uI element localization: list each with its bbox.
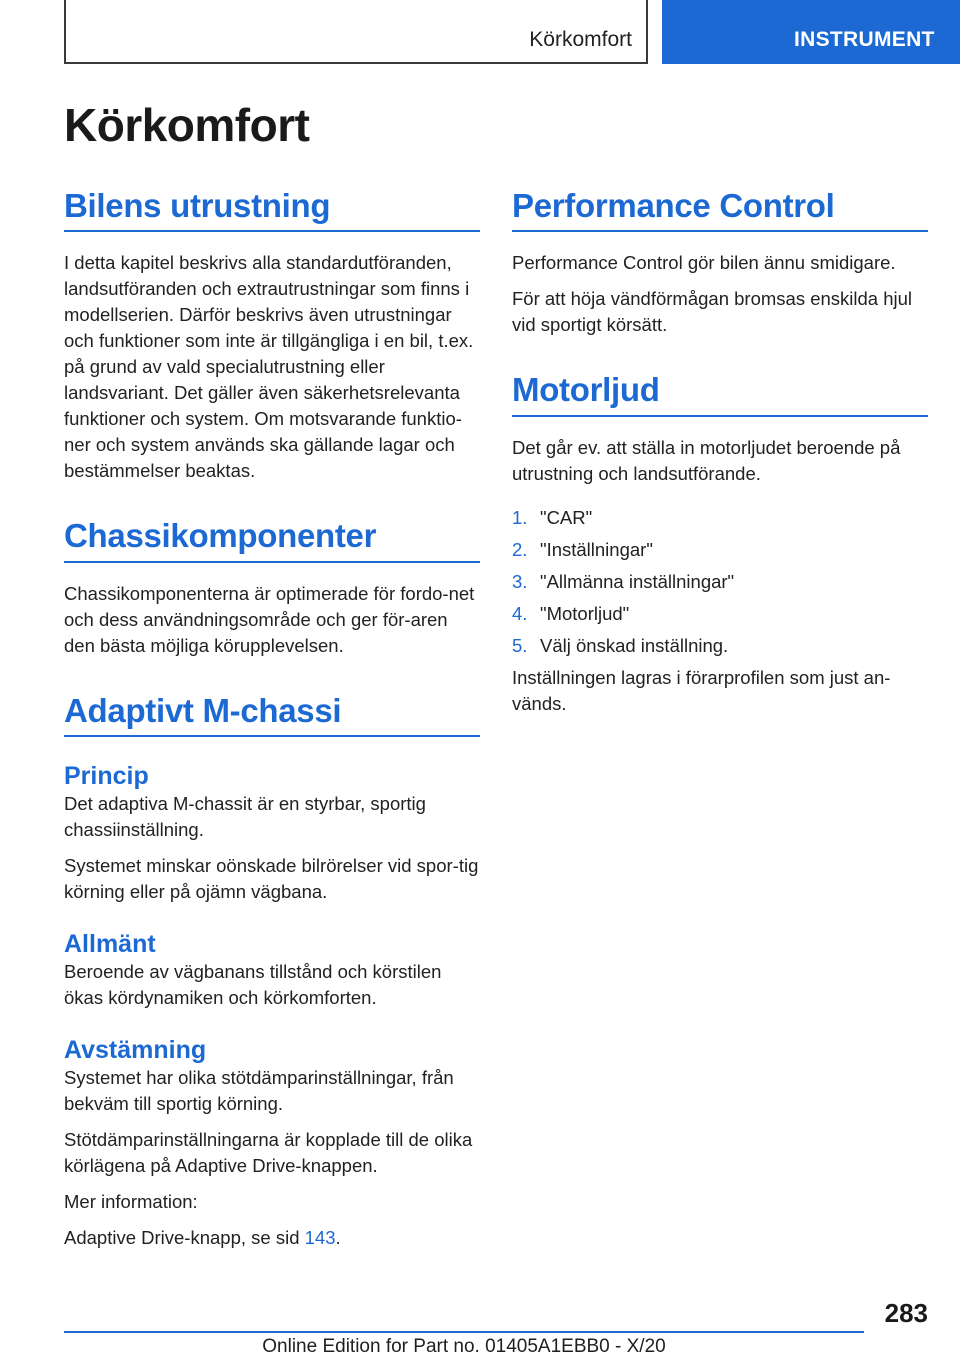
header-section-label: Körkomfort [529, 28, 632, 51]
page-reference-link[interactable]: 143 [304, 1226, 336, 1248]
page-title: Körkomfort [64, 99, 310, 151]
heading-bilens-utrustning: Bilens utrustning [64, 188, 480, 232]
page-number: 283 [884, 1298, 928, 1328]
heading-chassikomponenter: Chassikomponenter [64, 518, 480, 562]
paragraph-princip-1: Det adaptiva M-chassit är en styrbar, sportig chassiinställning. [64, 792, 426, 840]
reference-end: . [335, 1226, 341, 1248]
step-number: 4. [512, 602, 528, 624]
paragraph-more-info: Mer information: [64, 1190, 198, 1212]
step-text: "CAR" [540, 506, 593, 528]
paragraph-chassikomponenter: Chassikomponenterna är optimerade för fordo-net och dess användningsområde och ger för-aren den bästa möjliga körupplevelsen. [64, 582, 475, 656]
step-number: 5. [512, 634, 528, 656]
motorljud-steps [512, 505, 928, 659]
list-item [512, 505, 928, 531]
step-text: "Inställningar" [540, 538, 653, 560]
paragraph-princip-2: Systemet minskar oönskade bilrörelser vid spor-tig körning eller på ojämn vägbana. [64, 854, 479, 902]
paragraph-motorljud-outro: Inställningen lagras i förarprofilen som just an-vänds. [512, 666, 891, 714]
list-item [512, 633, 928, 659]
list-item [512, 601, 928, 627]
paragraph-performance-1: Performance Control gör bilen ännu smidigare. [512, 252, 896, 274]
header-chapter-label: INSTRUMENT [794, 28, 935, 51]
heading-adaptivt-m-chassi: Adaptivt M-chassi [64, 693, 480, 737]
heading-performance-control: Performance Control [512, 188, 928, 232]
paragraph-performance-2: För att höja vändförmågan bromsas enskilda hjul vid sportigt körsätt. [512, 288, 913, 336]
paragraph-avstamning-2: Stötdämparinställningarna är kopplade till de olika körlägena på Adaptive Drive-knappen. [64, 1128, 473, 1176]
step-text: "Motorljud" [540, 602, 630, 624]
paragraph-motorljud-intro: Det går ev. att ställa in motorljudet beroende på utrustning och landsutförande. [512, 436, 901, 484]
step-number: 2. [512, 538, 528, 560]
left-column [64, 188, 480, 1251]
right-column [512, 188, 928, 717]
footer-divider [64, 1331, 864, 1333]
step-text: "Allmänna inställningar" [540, 570, 735, 592]
footer-edition: Online Edition for Part no. 01405A1EBB0 - X/20 [262, 1336, 666, 1357]
reference-text: Adaptive Drive-knapp, se sid [64, 1226, 305, 1248]
subheading-allmant: Allmänt [64, 929, 156, 958]
header-chapter-tab[interactable] [662, 0, 960, 64]
paragraph-bilens-utrustning: I detta kapitel beskrivs alla standardutföranden, landsutföranden och extrautrustningar som finns i modellserien. Därför beskrivs även utrustningar och funktioner som inte är tillgängliga i en bil, t.ex. på grund av vald specialutrustning eller landsvariant. Det gäller även säkerhetsrelevanta funktioner och system. Om motsvarande funktio-ner och system används ska gällande lagar och bestämmelser beaktas. [64, 252, 474, 482]
list-item [512, 569, 928, 595]
header-section-tab [64, 0, 648, 64]
subheading-avstamning: Avstämning [64, 1035, 207, 1064]
paragraph-avstamning-1: Systemet har olika stötdämparinställningar, från bekväm till sportig körning. [64, 1066, 454, 1114]
heading-motorljud: Motorljud [512, 372, 928, 416]
paragraph-reference [64, 1225, 480, 1251]
step-text: Välj önskad inställning. [540, 634, 729, 656]
subheading-princip: Princip [64, 761, 149, 790]
step-number: 1. [512, 506, 528, 528]
step-number: 3. [512, 570, 528, 592]
list-item [512, 537, 928, 563]
paragraph-allmant: Beroende av vägbanans tillstånd och körstilen ökas kördynamiken och körkomforten. [64, 960, 442, 1008]
